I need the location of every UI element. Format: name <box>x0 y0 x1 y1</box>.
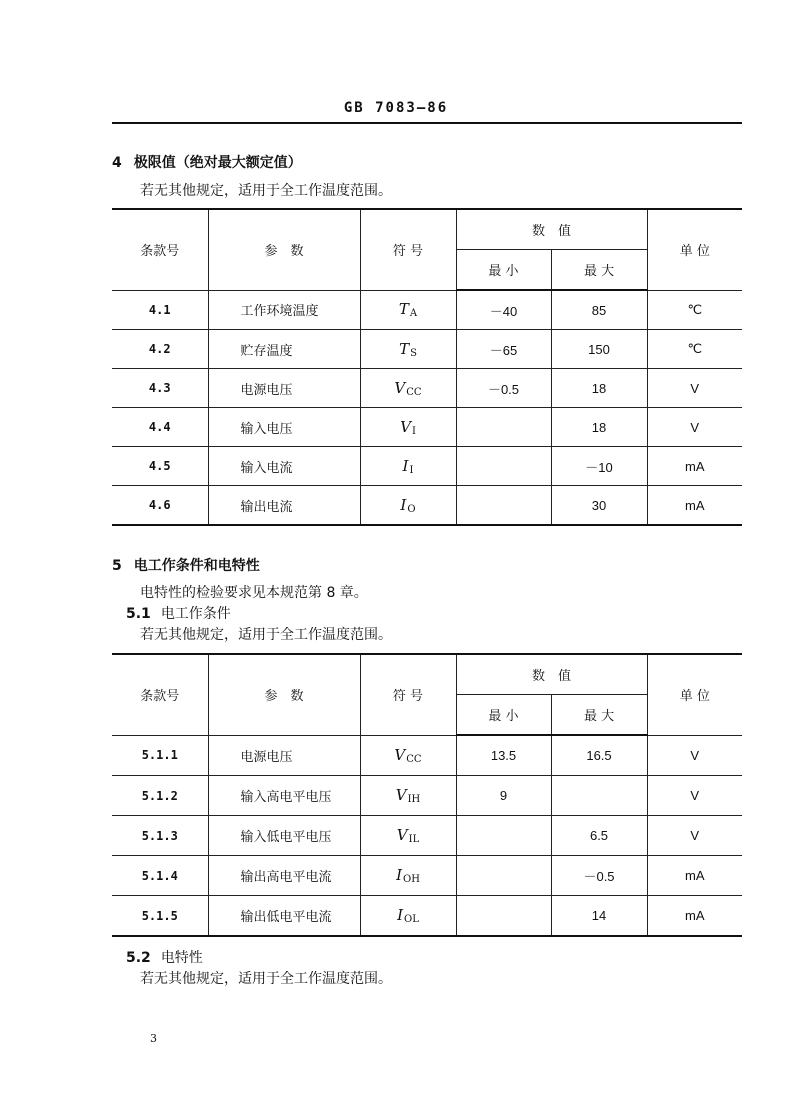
table-row <box>112 776 742 816</box>
min-value: －65 <box>456 330 551 369</box>
min-value: 9 <box>456 776 551 816</box>
table-row <box>112 330 742 369</box>
max-value <box>551 776 647 816</box>
section-5-heading <box>112 555 260 575</box>
clause-number: 4.3 <box>112 369 208 408</box>
min-value <box>456 486 551 526</box>
parameter-name: 输出高电平电流 <box>208 856 360 896</box>
parameter-name: 输入低电平电压 <box>208 816 360 856</box>
symbol: $T_S$ <box>399 339 417 359</box>
unit-value: V <box>647 408 742 447</box>
parameter-name: 输出电流 <box>208 486 360 526</box>
symbol: $V_{CC}$ <box>394 378 422 398</box>
unit-value: mA <box>647 486 742 526</box>
max-value: 14 <box>551 896 647 937</box>
parameter-name: 贮存温度 <box>208 330 360 369</box>
unit-value: mA <box>647 856 742 896</box>
clause-number: 4.2 <box>112 330 208 369</box>
table-row <box>112 816 742 856</box>
header-clause: 条款号 <box>112 654 208 735</box>
symbol: $I_I$ <box>402 456 414 476</box>
unit-value: V <box>647 369 742 408</box>
parameter-name: 输出低电平电流 <box>208 896 360 937</box>
unit-value: mA <box>647 896 742 937</box>
header-max: 最 大 <box>551 250 647 291</box>
max-value: 16.5 <box>551 735 647 776</box>
document-header-title: GB 7083—86 <box>343 100 449 116</box>
subsection-5-1-title: 电工作条件 <box>160 606 231 622</box>
symbol-cell <box>360 735 456 776</box>
subsection-5-2-heading <box>126 947 203 967</box>
table-row <box>112 369 742 408</box>
symbol: $I_{OL}$ <box>397 906 419 925</box>
table-row <box>112 896 742 937</box>
table-row <box>112 735 742 776</box>
clause-number: 4.1 <box>112 290 208 330</box>
max-value: 85 <box>551 290 647 330</box>
symbol-cell <box>360 816 456 856</box>
parameter-name: 工作环境温度 <box>208 290 360 330</box>
clause-number: 5.1.4 <box>112 856 208 896</box>
table-row <box>112 290 742 330</box>
parameter-name: 输入电压 <box>208 408 360 447</box>
max-value: 30 <box>551 486 647 526</box>
subsection-5-1-heading <box>126 603 231 623</box>
symbol: $I_O$ <box>400 495 416 515</box>
header-clause: 条款号 <box>112 209 208 290</box>
min-value <box>456 816 551 856</box>
clause-number: 5.1.3 <box>112 816 208 856</box>
header-value: 数 值 <box>456 654 647 695</box>
symbol-cell <box>360 290 456 330</box>
header-parameter: 参 数 <box>208 209 360 290</box>
max-value: 6.5 <box>551 816 647 856</box>
min-value <box>456 447 551 486</box>
subsection-5-2-intro: 若无其他规定，适用于全工作温度范围。 <box>140 971 392 987</box>
symbol-cell <box>360 486 456 526</box>
subsection-5-2-title: 电特性 <box>160 950 203 966</box>
header-unit: 单 位 <box>647 654 742 735</box>
section-5-title: 电工作条件和电特性 <box>133 558 260 574</box>
operating-conditions-table <box>112 653 742 937</box>
table-row <box>112 856 742 896</box>
symbol-cell <box>360 776 456 816</box>
unit-value: V <box>647 816 742 856</box>
header-unit: 单 位 <box>647 209 742 290</box>
table-row <box>112 408 742 447</box>
header-rule <box>112 122 742 124</box>
header-value: 数 值 <box>456 209 647 250</box>
limits-table <box>112 208 742 526</box>
section-4-title: 极限值（绝对最大额定值） <box>133 155 302 171</box>
subsection-5-1-intro: 若无其他规定，适用于全工作温度范围。 <box>140 627 392 643</box>
symbol: $V_{IL}$ <box>396 826 420 845</box>
symbol-cell <box>360 369 456 408</box>
min-value: 13.5 <box>456 735 551 776</box>
clause-number: 4.6 <box>112 486 208 526</box>
header-symbol: 符 号 <box>360 654 456 735</box>
table-row <box>112 447 742 486</box>
unit-value: ℃ <box>647 330 742 369</box>
section-4-number: 4 <box>112 155 122 171</box>
max-value: 150 <box>551 330 647 369</box>
symbol: $I_{OH}$ <box>396 866 420 885</box>
min-value <box>456 408 551 447</box>
header-min: 最 小 <box>456 250 551 291</box>
header-max: 最 大 <box>551 695 647 736</box>
symbol-cell <box>360 408 456 447</box>
min-value <box>456 896 551 937</box>
table-row <box>112 486 742 526</box>
header-symbol: 符 号 <box>360 209 456 290</box>
max-value: 18 <box>551 408 647 447</box>
section-5-number: 5 <box>112 558 122 574</box>
symbol: $T_A$ <box>398 300 418 320</box>
unit-value: ℃ <box>647 290 742 330</box>
page-number: 3 <box>150 1032 157 1045</box>
symbol: $V_{IH}$ <box>395 786 421 805</box>
clause-number: 4.4 <box>112 408 208 447</box>
symbol-cell <box>360 447 456 486</box>
max-value: －0.5 <box>551 856 647 896</box>
symbol-cell <box>360 330 456 369</box>
section-5-intro: 电特性的检验要求见本规范第 8 章。 <box>140 585 368 601</box>
min-value <box>456 856 551 896</box>
unit-value: V <box>647 735 742 776</box>
subsection-5-2-number: 5.2 <box>126 950 151 966</box>
max-value: －10 <box>551 447 647 486</box>
clause-number: 4.5 <box>112 447 208 486</box>
parameter-name: 输入高电平电压 <box>208 776 360 816</box>
min-value: －40 <box>456 290 551 330</box>
symbol: $V_{CC}$ <box>394 745 422 765</box>
parameter-name: 电源电压 <box>208 735 360 776</box>
clause-number: 5.1.1 <box>112 735 208 776</box>
section-4-intro: 若无其他规定，适用于全工作温度范围。 <box>140 183 392 199</box>
min-value: －0.5 <box>456 369 551 408</box>
header-min: 最 小 <box>456 695 551 736</box>
parameter-name: 电源电压 <box>208 369 360 408</box>
max-value: 18 <box>551 369 647 408</box>
unit-value: mA <box>647 447 742 486</box>
clause-number: 5.1.2 <box>112 776 208 816</box>
clause-number: 5.1.5 <box>112 896 208 937</box>
section-4-heading <box>112 152 302 172</box>
symbol-cell <box>360 896 456 937</box>
parameter-name: 输入电流 <box>208 447 360 486</box>
header-parameter: 参 数 <box>208 654 360 735</box>
unit-value: V <box>647 776 742 816</box>
symbol-cell <box>360 856 456 896</box>
subsection-5-1-number: 5.1 <box>126 606 151 622</box>
symbol: $V_I$ <box>400 417 416 437</box>
